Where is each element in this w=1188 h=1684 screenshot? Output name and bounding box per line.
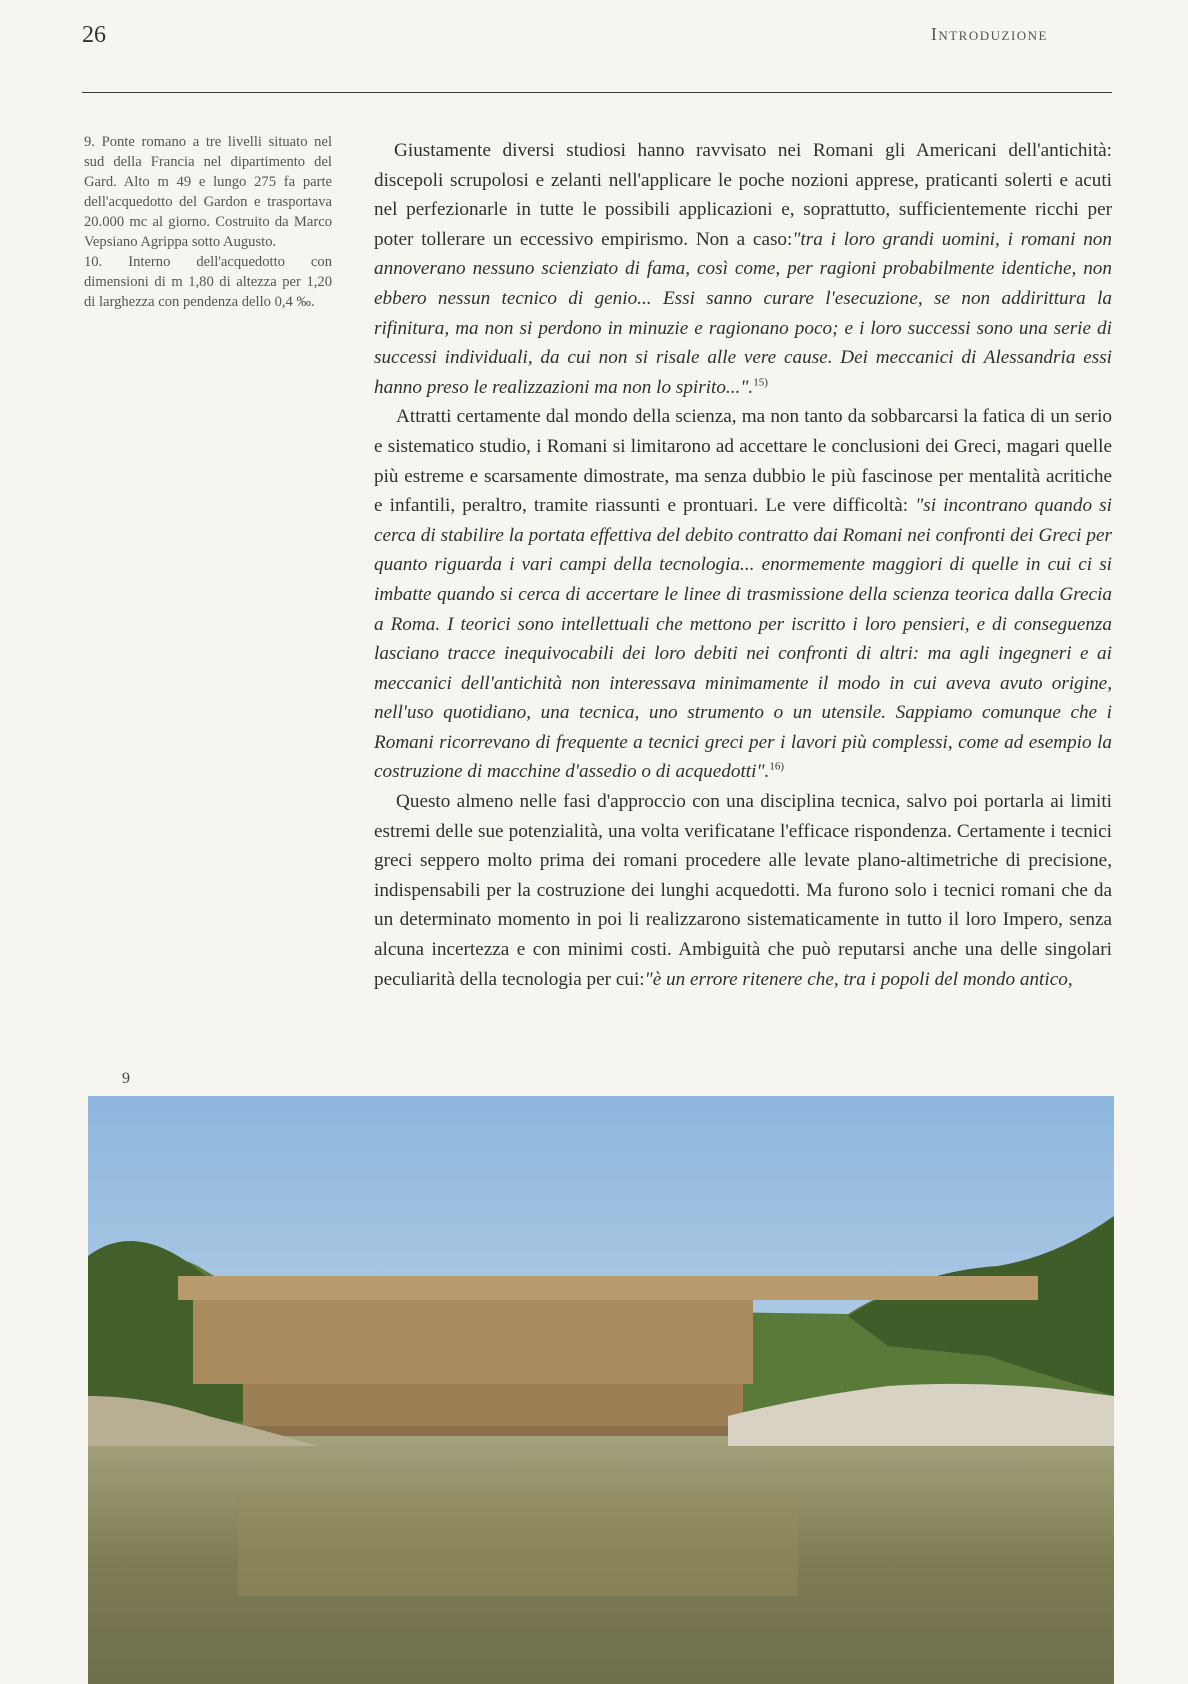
sidebar-captions (84, 132, 332, 312)
page-number: 26 (82, 22, 106, 48)
running-head: Introduzione (930, 24, 1048, 44)
aqueduct-top-tier (178, 1276, 1038, 1300)
figure-number: 9 (122, 1070, 130, 1087)
paragraph-2-quote: "si incontrano quando si cerca di stabilire la portata effettiva del debito contratto dai Romani nei confronti dei Greci per quanto riguarda i vari campi della tecnologia... enormemente maggiori di quelle in cui ci si imbatte quando si cerca di accertare le linee di trasmissione della scienza teorica dalla Grecia a Roma. I teorici sono intellettuali che mettono per iscritto i loro pensieri, e di conseguenza lasciano tracce inequivocabili dei loro debiti nei confronti di altri: ma agli ingegneri e ai meccanici dell'antichità non interessava minimamente il modo in cui aveva avuto origine, nell'uso quotidiano, una tecnica, uno strumento o un utensile. Sappiamo comunque che i Romani ricorrevano di frequente a tecnici greci per i lavori più complessi, come ad esempio la costruzione di macchine d'assedio o di acquedotti". (374, 495, 1112, 783)
caption-figure-9: 9. Ponte romano a tre livelli situato nel sud della Francia nel dipartimento del Gard. Alto m 49 e lungo 275 fa parte dell'acquedotto del Gardon e trasportava 20.000 mc al giorno. Costruito da Marco Vepsiano Agrippa sotto Augusto. (84, 134, 332, 250)
footnote-ref-16: 16) (769, 761, 784, 774)
paragraph-1 (374, 136, 1112, 402)
paragraph-1-quote: "tra i loro grandi uomini, i romani non annoverano nessuno scienziato di fama, così come, per ragioni probabilmente identiche, non ebbero nessun tecnico di genio... Essi sanno curare l'esecuzione, se non addirittura la rifinitura, ma non si perdono in minuzie e ragionano poco; e i loro successi sono una serie di successi individuali, da cui non si risale alle vere cause. Dei meccanici di Alessandria essi hanno preso le realizzazioni ma non lo spirito...". (374, 228, 1112, 398)
paragraph-1-text: Giustamente diversi studiosi hanno ravvisato nei Romani gli Americani dell'antichità: discepoli scrupolosi e zelanti nell'applicare le poche nozioni apprese, praticanti solerti e acuti nel perfezionarle in tutte le possibili applicazioni e, soprattutto, sufficientemente ricchi per poter tollerare un eccessivo empirismo. Non a caso: (374, 140, 1112, 250)
main-text (374, 136, 1112, 994)
paragraph-3-quote: "è un errore ritenere che, tra i popoli del mondo antico, (644, 968, 1073, 990)
aqueduct-middle-tier (193, 1300, 753, 1384)
footnote-ref-15: 15) (753, 376, 768, 389)
water-reflection (238, 1496, 798, 1596)
caption-figure-10: 10. Interno dell'acquedotto con dimensioni di m 1,80 di altezza per 1,20 di larghezza con pendenza dello 0,4 ‰. (84, 254, 332, 310)
pont-du-gard-photo (88, 1096, 1114, 1684)
paragraph-3-text: Questo almeno nelle fasi d'approccio con una disciplina tecnica, salvo poi portarla ai limiti estremi delle sue potenzialità, una volta verificatane l'efficace rispondenza. Certamente i tecnici greci seppero molto prima dei romani procedere alle levate plano-altimetriche di precisione, indispensabili per la costruzione dei lunghi acquedotti. Ma furono solo i tecnici romani che da un determinato momento in poi li realizzarono sistematicamente in tutto il loro Impero, senza alcuna incertezza e con minimi costi. Ambiguità che può reputarsi anche una delle singolari peculiarità della tecnologia per cui: (374, 791, 1112, 990)
paragraph-2-text: Attratti certamente dal mondo della scienza, ma non tanto da sobbarcarsi la fatica di un serio e sistematico studio, i Romani si limitarono ad accettare le conclusioni dei Greci, magari quelle più estreme e scarsamente dimostrate, ma senza dubbio le più fascinose per mentalità acritiche e infantili, peraltro, tramite riassunti e prontuari. Le vere difficoltà: (374, 406, 1112, 517)
paragraph-3 (374, 787, 1112, 994)
header-rule (82, 92, 1112, 93)
paragraph-2 (374, 402, 1112, 787)
